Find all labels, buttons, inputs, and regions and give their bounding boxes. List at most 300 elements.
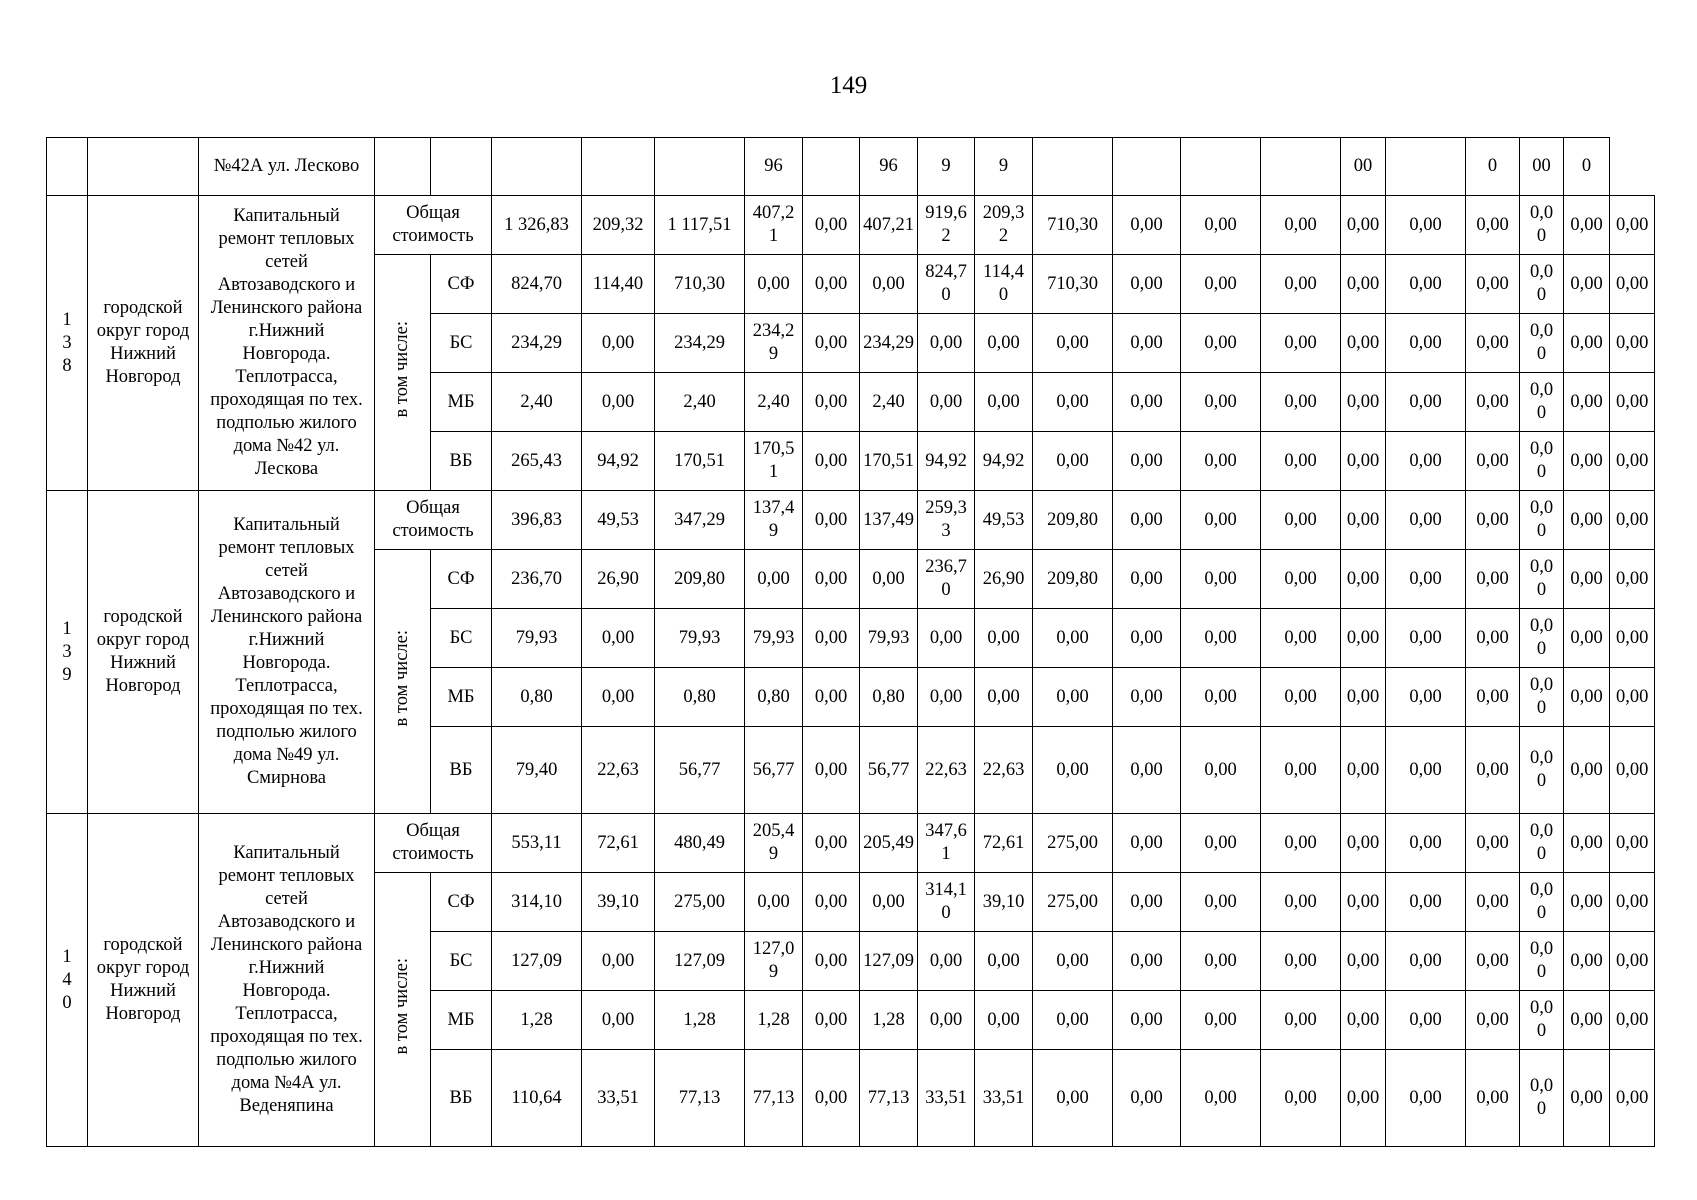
- value-cell: 0,00: [1564, 609, 1610, 668]
- value-cell: 0,00: [803, 873, 860, 932]
- value-cell: 0,00: [1113, 932, 1181, 991]
- value-cell: 0,00: [975, 373, 1033, 432]
- total-cost-label: Общая стоимость: [375, 814, 492, 873]
- value-cell: 234,29: [655, 314, 745, 373]
- value-cell: 127,09: [492, 932, 582, 991]
- value-cell: 0,00: [1181, 255, 1261, 314]
- row-number-cell: 1 3 9: [47, 491, 88, 814]
- value-cell: 0,00: [1610, 550, 1655, 609]
- value-cell: [582, 138, 655, 196]
- value-cell: 0,00: [1466, 196, 1520, 255]
- value-cell: 22,63: [975, 727, 1033, 814]
- value-cell: [1386, 138, 1466, 196]
- source-cell: МБ: [431, 991, 492, 1050]
- value-cell: 2,40: [745, 373, 803, 432]
- value-cell: 0,00: [1033, 373, 1113, 432]
- value-cell: 0,00: [582, 314, 655, 373]
- value-cell: 0,00: [1610, 1050, 1655, 1147]
- value-cell: 0,00: [803, 727, 860, 814]
- value-cell: 0,00: [1520, 491, 1564, 550]
- value-cell: 0,00: [1466, 491, 1520, 550]
- value-cell: 0,00: [1386, 814, 1466, 873]
- value-cell: 0,00: [1610, 873, 1655, 932]
- value-cell: 0,00: [1113, 609, 1181, 668]
- value-cell: 0,00: [1261, 491, 1341, 550]
- value-cell: 0,00: [1466, 991, 1520, 1050]
- source-cell: СФ: [431, 255, 492, 314]
- value-cell: 26,90: [582, 550, 655, 609]
- value-cell: 0: [1466, 138, 1520, 196]
- value-cell: 0,00: [860, 550, 918, 609]
- value-cell: 77,13: [860, 1050, 918, 1147]
- value-cell: 0,00: [1261, 814, 1341, 873]
- value-cell: 0,00: [1564, 1050, 1610, 1147]
- value-cell: 72,61: [975, 814, 1033, 873]
- value-cell: 0,00: [1564, 873, 1610, 932]
- value-cell: 0,00: [1181, 550, 1261, 609]
- value-cell: 0,00: [1341, 727, 1386, 814]
- value-cell: 0,00: [803, 814, 860, 873]
- value-cell: 0,00: [1564, 196, 1610, 255]
- value-cell: 0,00: [1181, 814, 1261, 873]
- value-cell: 0,00: [745, 550, 803, 609]
- value-cell: 0,00: [1564, 432, 1610, 491]
- value-cell: 265,43: [492, 432, 582, 491]
- value-cell: 22,63: [918, 727, 975, 814]
- value-cell: 0,00: [582, 373, 655, 432]
- table-row-total: [47, 196, 1655, 255]
- value-cell: 0,00: [582, 991, 655, 1050]
- value-cell: 94,92: [918, 432, 975, 491]
- value-cell: 0,00: [1520, 550, 1564, 609]
- value-cell: 0,00: [1466, 550, 1520, 609]
- value-cell: 0,00: [1113, 491, 1181, 550]
- value-cell: 1,28: [860, 991, 918, 1050]
- value-cell: 824,70: [918, 255, 975, 314]
- value-cell: 0,00: [918, 609, 975, 668]
- value-cell: 0,00: [1466, 814, 1520, 873]
- value-cell: 1,28: [492, 991, 582, 1050]
- value-cell: 407,21: [745, 196, 803, 255]
- value-cell: 0,00: [1341, 432, 1386, 491]
- value-cell: 77,13: [745, 1050, 803, 1147]
- value-cell: [1113, 138, 1181, 196]
- value-cell: 0,00: [803, 550, 860, 609]
- value-cell: 0,00: [745, 255, 803, 314]
- value-cell: 0,00: [1466, 314, 1520, 373]
- value-cell: 110,64: [492, 1050, 582, 1147]
- value-cell: 0,00: [1341, 932, 1386, 991]
- value-cell: 0,00: [1610, 196, 1655, 255]
- value-cell: 919,62: [918, 196, 975, 255]
- value-cell: 0,00: [803, 255, 860, 314]
- value-cell: 0,00: [1610, 668, 1655, 727]
- value-cell: 0,00: [1564, 668, 1610, 727]
- value-cell: 234,29: [745, 314, 803, 373]
- district-cell: городской округ город Нижний Новгород: [88, 491, 199, 814]
- value-cell: 0,00: [1564, 932, 1610, 991]
- value-cell: 0,00: [1466, 609, 1520, 668]
- value-cell: 79,93: [492, 609, 582, 668]
- value-cell: 0,00: [1466, 432, 1520, 491]
- value-cell: 347,29: [655, 491, 745, 550]
- value-cell: 0,00: [1261, 432, 1341, 491]
- value-cell: 0,00: [1610, 932, 1655, 991]
- value-cell: 0,00: [1564, 550, 1610, 609]
- value-cell: 0,00: [1564, 814, 1610, 873]
- value-cell: 0,00: [1610, 814, 1655, 873]
- value-cell: 0,00: [1033, 727, 1113, 814]
- value-cell: 275,00: [1033, 873, 1113, 932]
- table-body: [47, 138, 1655, 1147]
- value-cell: 0,00: [860, 255, 918, 314]
- value-cell: 824,70: [492, 255, 582, 314]
- including-label-cell: [375, 550, 431, 814]
- value-cell: 72,61: [582, 814, 655, 873]
- value-cell: 0,00: [1466, 255, 1520, 314]
- value-cell: 0,00: [1181, 668, 1261, 727]
- value-cell: 0,00: [1386, 727, 1466, 814]
- value-cell: 0,00: [1520, 932, 1564, 991]
- value-cell: 79,93: [745, 609, 803, 668]
- value-cell: 0,00: [975, 991, 1033, 1050]
- value-cell: 0,00: [1181, 727, 1261, 814]
- value-cell: 0,00: [975, 314, 1033, 373]
- value-cell: 0,00: [1033, 609, 1113, 668]
- row-number-cell: 1 4 0: [47, 814, 88, 1147]
- value-cell: 0,00: [1386, 255, 1466, 314]
- value-cell: 0,00: [1033, 991, 1113, 1050]
- value-cell: 0,00: [1181, 873, 1261, 932]
- value-cell: 0,00: [1113, 196, 1181, 255]
- value-cell: [1181, 138, 1261, 196]
- value-cell: 234,29: [492, 314, 582, 373]
- value-cell: 0,00: [1261, 196, 1341, 255]
- value-cell: 0,00: [1033, 932, 1113, 991]
- value-cell: 0,00: [1113, 1050, 1181, 1147]
- source-cell: ВБ: [431, 727, 492, 814]
- value-cell: 0,00: [1341, 609, 1386, 668]
- value-cell: 0,00: [1261, 609, 1341, 668]
- value-cell: [1033, 138, 1113, 196]
- total-cost-label: Общая стоимость: [375, 491, 492, 550]
- value-cell: 0,00: [1610, 609, 1655, 668]
- source-cell: БС: [431, 609, 492, 668]
- value-cell: 0,00: [1341, 550, 1386, 609]
- value-cell: 0,00: [1341, 991, 1386, 1050]
- value-cell: 0,00: [1181, 609, 1261, 668]
- description-cell: Капитальный ремонт тепловых сетей Автозаводского и Ленинского района г.Нижний Новгорода. Теплотрасса, проходящая по тех. подполью жилого дома №42 ул. Лескова: [199, 196, 375, 491]
- value-cell: 79,93: [860, 609, 918, 668]
- value-cell: [655, 138, 745, 196]
- value-cell: 0,00: [1610, 491, 1655, 550]
- value-cell: 0,00: [1466, 668, 1520, 727]
- value-cell: 0,00: [1466, 873, 1520, 932]
- value-cell: 33,51: [975, 1050, 1033, 1147]
- value-cell: 0,00: [918, 668, 975, 727]
- value-cell: 0,00: [1610, 373, 1655, 432]
- value-cell: 209,32: [582, 196, 655, 255]
- value-cell: 0,00: [1386, 991, 1466, 1050]
- value-cell: 0,00: [1386, 668, 1466, 727]
- value-cell: 0,00: [975, 609, 1033, 668]
- value-cell: 00: [1341, 138, 1386, 196]
- description-cell: №42А ул. Лесково: [199, 138, 375, 196]
- value-cell: 0,00: [1033, 668, 1113, 727]
- including-label: в том числе:: [392, 320, 412, 418]
- value-cell: 0,00: [1181, 932, 1261, 991]
- value-cell: 114,40: [975, 255, 1033, 314]
- value-cell: 0,00: [1113, 314, 1181, 373]
- value-cell: 0,00: [918, 373, 975, 432]
- table-row-total: [47, 814, 1655, 873]
- value-cell: 0,00: [1341, 255, 1386, 314]
- value-cell: 0,00: [1386, 873, 1466, 932]
- value-cell: 96: [745, 138, 803, 196]
- value-cell: [803, 138, 860, 196]
- value-cell: 0,00: [1520, 432, 1564, 491]
- value-cell: 0,00: [1520, 727, 1564, 814]
- value-cell: 0,00: [975, 668, 1033, 727]
- value-cell: 0,00: [1261, 373, 1341, 432]
- value-cell: 0,00: [1564, 314, 1610, 373]
- value-cell: 0,00: [1386, 314, 1466, 373]
- value-cell: 0,00: [1261, 932, 1341, 991]
- budget-table: [46, 137, 1655, 1147]
- value-cell: 209,80: [1033, 491, 1113, 550]
- value-cell: 00: [1520, 138, 1564, 196]
- value-cell: 77,13: [655, 1050, 745, 1147]
- value-cell: 0,00: [1113, 373, 1181, 432]
- value-cell: 0,00: [1261, 668, 1341, 727]
- value-cell: 170,51: [655, 432, 745, 491]
- source-cell: БС: [431, 932, 492, 991]
- value-cell: 1,28: [655, 991, 745, 1050]
- source-cell: [431, 138, 492, 196]
- value-cell: 170,51: [860, 432, 918, 491]
- value-cell: 56,77: [655, 727, 745, 814]
- value-cell: 553,11: [492, 814, 582, 873]
- value-cell: 0,00: [1520, 314, 1564, 373]
- value-cell: 0,00: [1341, 814, 1386, 873]
- value-cell: 0,00: [1181, 491, 1261, 550]
- source-cell: СФ: [431, 550, 492, 609]
- value-cell: 0,80: [745, 668, 803, 727]
- district-cell: городской округ город Нижний Новгород: [88, 196, 199, 491]
- value-cell: 0,00: [1386, 196, 1466, 255]
- value-cell: 0,00: [1113, 814, 1181, 873]
- value-cell: 0,80: [655, 668, 745, 727]
- value-cell: 0,00: [1261, 314, 1341, 373]
- value-cell: 0,80: [860, 668, 918, 727]
- value-cell: 79,93: [655, 609, 745, 668]
- value-cell: 137,49: [860, 491, 918, 550]
- value-cell: 0,00: [803, 932, 860, 991]
- value-cell: 0: [1564, 138, 1610, 196]
- description-cell: Капитальный ремонт тепловых сетей Автозаводского и Ленинского района г.Нижний Новгорода. Теплотрасса, проходящая по тех. подполью жилого дома №49 ул. Смирнова: [199, 491, 375, 814]
- table-row-continued: [47, 138, 1655, 196]
- source-cell: ВБ: [431, 1050, 492, 1147]
- value-cell: 236,70: [492, 550, 582, 609]
- value-cell: 209,32: [975, 196, 1033, 255]
- including-label-cell: [375, 255, 431, 491]
- value-cell: 22,63: [582, 727, 655, 814]
- value-cell: 0,00: [1341, 314, 1386, 373]
- value-cell: 114,40: [582, 255, 655, 314]
- value-cell: 2,40: [860, 373, 918, 432]
- value-cell: 39,10: [975, 873, 1033, 932]
- value-cell: 0,00: [1520, 196, 1564, 255]
- value-cell: 0,00: [1113, 668, 1181, 727]
- value-cell: 0,00: [1181, 314, 1261, 373]
- value-cell: 0,00: [1386, 550, 1466, 609]
- value-cell: 0,00: [1261, 991, 1341, 1050]
- value-cell: 9: [918, 138, 975, 196]
- source-cell: ВБ: [431, 432, 492, 491]
- value-cell: 0,00: [1564, 727, 1610, 814]
- value-cell: 0,00: [1520, 255, 1564, 314]
- value-cell: 0,00: [1113, 991, 1181, 1050]
- value-cell: 0,00: [1386, 1050, 1466, 1147]
- value-cell: 0,00: [1113, 550, 1181, 609]
- value-cell: 0,00: [1610, 255, 1655, 314]
- value-cell: 710,30: [1033, 196, 1113, 255]
- value-cell: 0,00: [918, 991, 975, 1050]
- value-cell: 0,00: [1261, 1050, 1341, 1147]
- value-cell: 0,00: [1466, 373, 1520, 432]
- value-cell: 26,90: [975, 550, 1033, 609]
- value-cell: 0,00: [1181, 991, 1261, 1050]
- value-cell: 127,09: [860, 932, 918, 991]
- value-cell: 0,00: [1386, 432, 1466, 491]
- value-cell: 0,00: [1564, 491, 1610, 550]
- value-cell: 0,00: [1386, 932, 1466, 991]
- value-cell: 314,10: [918, 873, 975, 932]
- value-cell: 0,00: [1033, 432, 1113, 491]
- value-cell: 0,00: [1181, 1050, 1261, 1147]
- including-label: в том числе:: [392, 629, 412, 727]
- value-cell: 56,77: [745, 727, 803, 814]
- value-cell: 0,00: [803, 491, 860, 550]
- value-cell: 0,00: [1564, 373, 1610, 432]
- value-cell: 0,00: [1261, 873, 1341, 932]
- value-cell: 9: [975, 138, 1033, 196]
- table-row-total: [47, 491, 1655, 550]
- value-cell: 0,00: [1610, 314, 1655, 373]
- page-number: 149: [829, 72, 868, 99]
- value-cell: 56,77: [860, 727, 918, 814]
- row-number-cell: 1 3 8: [47, 196, 88, 491]
- value-cell: 0,00: [803, 314, 860, 373]
- value-cell: 0,00: [1520, 609, 1564, 668]
- value-cell: 33,51: [582, 1050, 655, 1147]
- value-cell: 0,00: [1341, 491, 1386, 550]
- value-cell: 0,00: [1386, 373, 1466, 432]
- value-cell: 127,09: [745, 932, 803, 991]
- value-cell: 0,00: [1386, 491, 1466, 550]
- value-cell: 0,00: [975, 932, 1033, 991]
- value-cell: 1 117,51: [655, 196, 745, 255]
- value-cell: 396,83: [492, 491, 582, 550]
- source-cell: СФ: [431, 873, 492, 932]
- value-cell: 236,70: [918, 550, 975, 609]
- value-cell: 0,00: [1261, 727, 1341, 814]
- value-cell: 0,00: [1520, 373, 1564, 432]
- value-cell: 1 326,83: [492, 196, 582, 255]
- value-cell: 0,00: [1113, 727, 1181, 814]
- value-cell: 2,40: [655, 373, 745, 432]
- value-cell: 234,29: [860, 314, 918, 373]
- value-cell: 0,00: [803, 373, 860, 432]
- value-cell: 170,51: [745, 432, 803, 491]
- value-cell: 127,09: [655, 932, 745, 991]
- value-cell: 0,00: [1341, 373, 1386, 432]
- value-cell: 0,00: [1386, 609, 1466, 668]
- value-cell: 0,00: [1261, 255, 1341, 314]
- value-cell: 209,80: [655, 550, 745, 609]
- value-cell: 0,00: [860, 873, 918, 932]
- value-cell: 0,00: [1520, 1050, 1564, 1147]
- value-cell: 0,00: [1033, 314, 1113, 373]
- value-cell: 205,49: [860, 814, 918, 873]
- value-cell: 0,00: [1181, 373, 1261, 432]
- value-cell: 0,00: [1113, 873, 1181, 932]
- value-cell: 94,92: [975, 432, 1033, 491]
- district-cell: [88, 138, 199, 196]
- description-cell: Капитальный ремонт тепловых сетей Автозаводского и Ленинского района г.Нижний Новгорода. Теплотрасса, проходящая по тех. подполью жилого дома №4А ул. Веденяпина: [199, 814, 375, 1147]
- value-cell: 96: [860, 138, 918, 196]
- value-cell: 0,00: [803, 196, 860, 255]
- value-cell: 0,00: [1610, 727, 1655, 814]
- value-cell: 407,21: [860, 196, 918, 255]
- value-cell: 710,30: [655, 255, 745, 314]
- value-cell: 49,53: [975, 491, 1033, 550]
- value-cell: 0,00: [582, 668, 655, 727]
- district-cell: городской округ город Нижний Новгород: [88, 814, 199, 1147]
- row-number-cell: [47, 138, 88, 196]
- value-cell: 347,61: [918, 814, 975, 873]
- value-cell: 0,00: [582, 932, 655, 991]
- value-cell: 94,92: [582, 432, 655, 491]
- value-cell: 0,00: [1341, 668, 1386, 727]
- value-cell: 0,00: [1564, 991, 1610, 1050]
- value-cell: 710,30: [1033, 255, 1113, 314]
- value-cell: [492, 138, 582, 196]
- source-cell: БС: [431, 314, 492, 373]
- value-cell: 0,00: [582, 609, 655, 668]
- value-cell: 0,00: [1610, 432, 1655, 491]
- value-cell: 0,00: [1181, 196, 1261, 255]
- value-cell: 0,00: [803, 1050, 860, 1147]
- value-cell: 0,00: [1181, 432, 1261, 491]
- value-cell: 0,00: [1520, 873, 1564, 932]
- value-cell: 0,00: [1033, 1050, 1113, 1147]
- value-cell: 0,00: [1466, 932, 1520, 991]
- value-cell: 39,10: [582, 873, 655, 932]
- value-cell: 0,00: [1610, 991, 1655, 1050]
- total-cost-label: Общая стоимость: [375, 196, 492, 255]
- value-cell: 0,00: [1261, 550, 1341, 609]
- value-cell: 275,00: [655, 873, 745, 932]
- value-cell: 0,00: [1341, 196, 1386, 255]
- source-cell: МБ: [431, 668, 492, 727]
- value-cell: 259,33: [918, 491, 975, 550]
- value-cell: 275,00: [1033, 814, 1113, 873]
- including-label: в том числе:: [392, 957, 412, 1055]
- value-cell: 209,80: [1033, 550, 1113, 609]
- value-cell: 0,00: [1466, 727, 1520, 814]
- value-cell: 0,00: [803, 432, 860, 491]
